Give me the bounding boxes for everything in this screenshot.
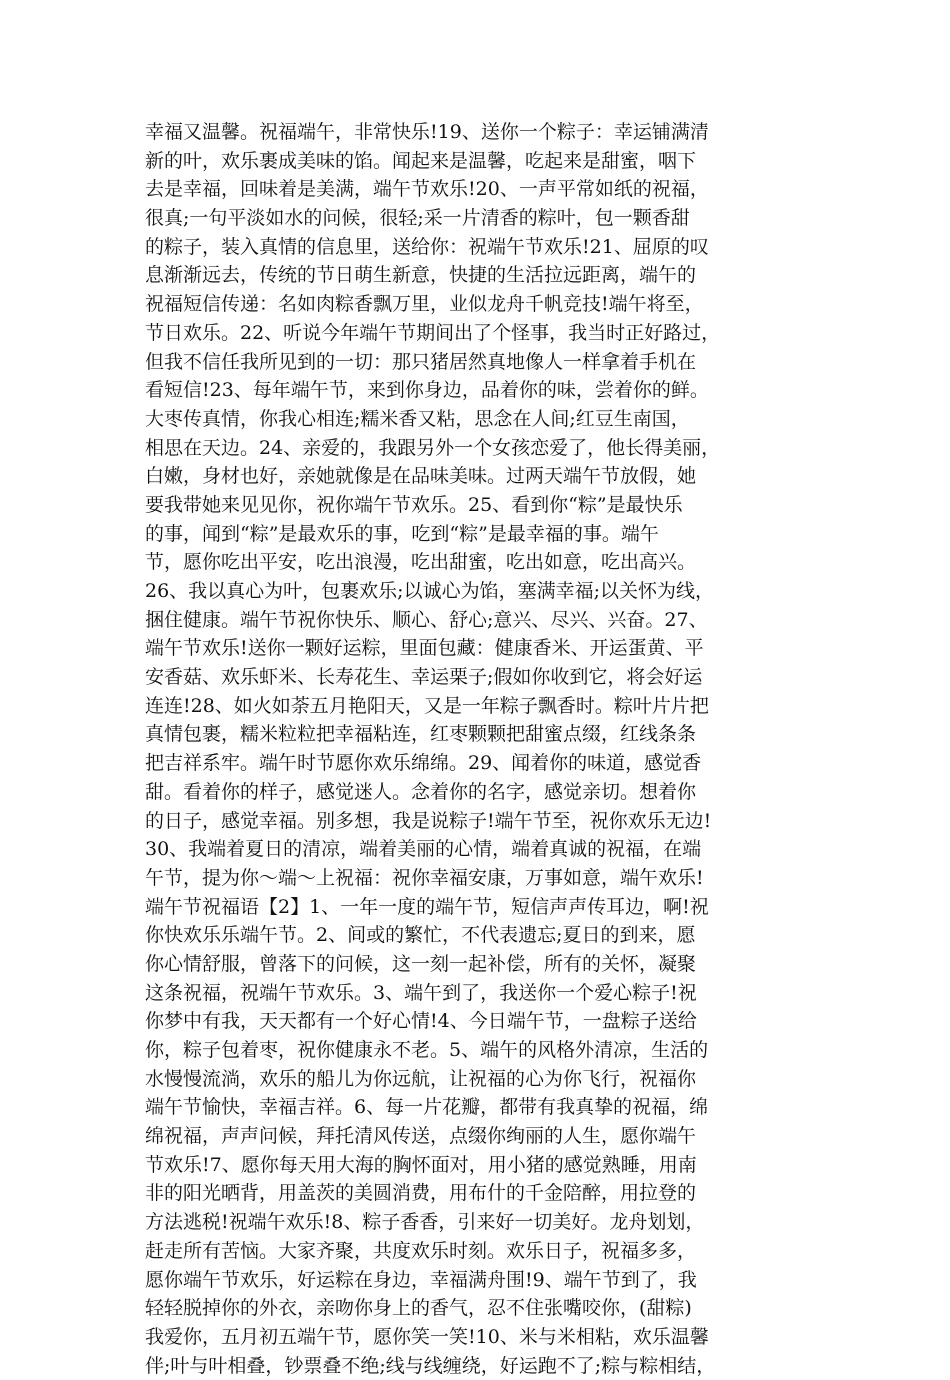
- text-line: 去是幸福，回味着是美满，端午节欢乐!20、一声平常如纸的祝福，: [145, 178, 709, 201]
- text-line: 真情包裹，糯米粒粒把幸福粘连，红枣颗颗把甜蜜点缀，红线条条: [145, 723, 697, 746]
- text-line: 你心情舒服，曾落下的问候，这一刻一起补偿，所有的关怀，凝聚: [145, 952, 697, 975]
- text-line: 你快欢乐乐端午节。2、间或的繁忙，不代表遗忘;夏日的到来，愿: [145, 924, 696, 947]
- text-line: 这条祝福，祝端午节欢乐。3、端午到了，我送你一个爱心粽子!祝: [145, 981, 697, 1004]
- text-line: 绵祝福，声声问候，拜托清风传送，点缀你绚丽的人生，愿你端午: [145, 1125, 697, 1148]
- text-line: 把吉祥系牢。端午时节愿你欢乐绵绵。29、闻着你的味道，感觉香: [145, 752, 702, 775]
- body-text: [145, 118, 825, 1380]
- text-line: 非的阳光晒背，用盖茨的美圆消费，用布什的千金陪醉，用拉登的: [145, 1182, 697, 1205]
- text-line: 要我带她来见见你，祝你端午节欢乐。25、看到你“粽”是最快乐: [145, 493, 683, 516]
- text-line: 连连!28、如火如荼五月艳阳天，又是一年粽子飘香时。粽叶片片把: [145, 694, 709, 717]
- text-line: 水慢慢流淌，欢乐的船儿为你远航，让祝福的心为你飞行，祝福你: [145, 1067, 697, 1090]
- text-line: 的事，闻到“粽”是最欢乐的事，吃到“粽”是最幸福的事。端午: [145, 522, 659, 545]
- text-line: 26、我以真心为叶，包裹欢乐;以诚心为馅，塞满幸福;以关怀为线，: [145, 580, 714, 602]
- text-line: 端午节祝福语【2】1、一年一度的端午节，短信声声传耳边，啊!祝: [145, 895, 709, 918]
- text-line: 端午节愉快，幸福吉祥。6、每一片花瓣，都带有我真挚的祝福，绵: [145, 1096, 709, 1119]
- text-line: 的日子，感觉幸福。别多想，我是说粽子!端午节至，祝你欢乐无边!: [145, 809, 712, 832]
- text-line: 30、我端着夏日的清凉，端着美丽的心情，端着真诚的祝福，在端: [145, 838, 702, 861]
- text-line: 新的叶，欢乐裹成美味的馅。闻起来是温馨，吃起来是甜蜜，咽下: [145, 149, 697, 172]
- text-line: 轻轻脱掉你的外衣，亲吻你身上的香气，忍不住张嘴咬你，(甜粽): [145, 1297, 692, 1320]
- text-line: 的粽子，装入真情的信息里，送给你：祝端午节欢乐!21、屈原的叹: [145, 235, 709, 258]
- text-line: 大枣传真情，你我心相连;糯米香又粘，思念在人间;红豆生南国，: [145, 407, 690, 430]
- text-line: 相思在天边。24、亲爱的，我跟另外一个女孩恋爱了，他长得美丽，: [145, 436, 721, 459]
- text-line: 捆住健康。端午节祝你快乐、顺心、舒心;意兴、尽兴、兴奋。27、: [145, 608, 708, 631]
- text-line: 你，粽子包着枣，祝你健康永不老。5、端午的风格外清凉，生活的: [145, 1039, 709, 1061]
- text-line: 愿你端午节欢乐，好运粽在身边，幸福满舟围!9、端午节到了，我: [145, 1268, 697, 1291]
- text-line: 伴;叶与叶相叠，钞票叠不绝;线与线缠绕，好运跑不了;粽与粽相结，: [145, 1354, 716, 1377]
- text-line: 很真;一句平淡如水的问候，很轻;采一片清香的粽叶，包一颗香甜: [145, 207, 690, 230]
- text-line: 你梦中有我，天天都有一个好心情!4、今日端午节，一盘粽子送给: [145, 1010, 697, 1033]
- text-line: 端午节欢乐!送你一颗好运粽，里面包藏：健康香米、开运蛋黄、平: [145, 637, 704, 660]
- text-line: 午节，提为你～端～上祝福：祝你幸福安康，万事如意，端午欢乐!: [145, 866, 704, 889]
- text-line: 我爱你，五月初五端午节，愿你笑一笑!10、米与米相粘，欢乐温馨: [145, 1325, 709, 1348]
- text-line: 节欢乐!7、愿你每天用大海的胸怀面对，用小猪的感觉熟睡，用南: [145, 1153, 697, 1176]
- text-line: 祝福短信传递：名如肉粽香飘万里，业似龙舟千帆竞技!端午将至，: [145, 293, 704, 316]
- text-line: 赶走所有苦恼。大家齐聚，共度欢乐时刻。欢乐日子，祝福多多，: [145, 1239, 697, 1262]
- text-line: 节日欢乐。22、听说今年端午节期间出了个怪事，我当时正好路过，: [145, 321, 721, 344]
- text-line: 节，愿你吃出平安，吃出浪漫，吃出甜蜜，吃出如意，吃出高兴。: [145, 551, 697, 574]
- text-line: 安香菇、欢乐虾米、长寿花生、幸运栗子;假如你收到它，将会好运: [145, 666, 703, 689]
- text-line: 息渐渐远去，传统的节日萌生新意，快捷的生活拉远距离，端午的: [145, 264, 697, 287]
- text-line: 看短信!23、每年端午节，来到你身边，品着你的味，尝着你的鲜。: [145, 379, 709, 402]
- text-line: 白嫩，身材也好，亲她就像是在品味美味。过两天端午节放假，她: [145, 465, 697, 488]
- text-line: 甜。看着你的样子，感觉迷人。念着你的名字，感觉亲切。想着你: [145, 780, 697, 803]
- text-line: 方法逃税!祝端午欢乐!8、粽子香香，引来好一切美好。龙舟划划，: [145, 1211, 705, 1234]
- text-line: 但我不信任我所见到的一切：那只猪居然真地像人一样拿着手机在: [145, 350, 697, 373]
- text-line: 幸福又温馨。祝福端午，非常快乐!19、送你一个粽子：幸运铺满清: [145, 121, 709, 143]
